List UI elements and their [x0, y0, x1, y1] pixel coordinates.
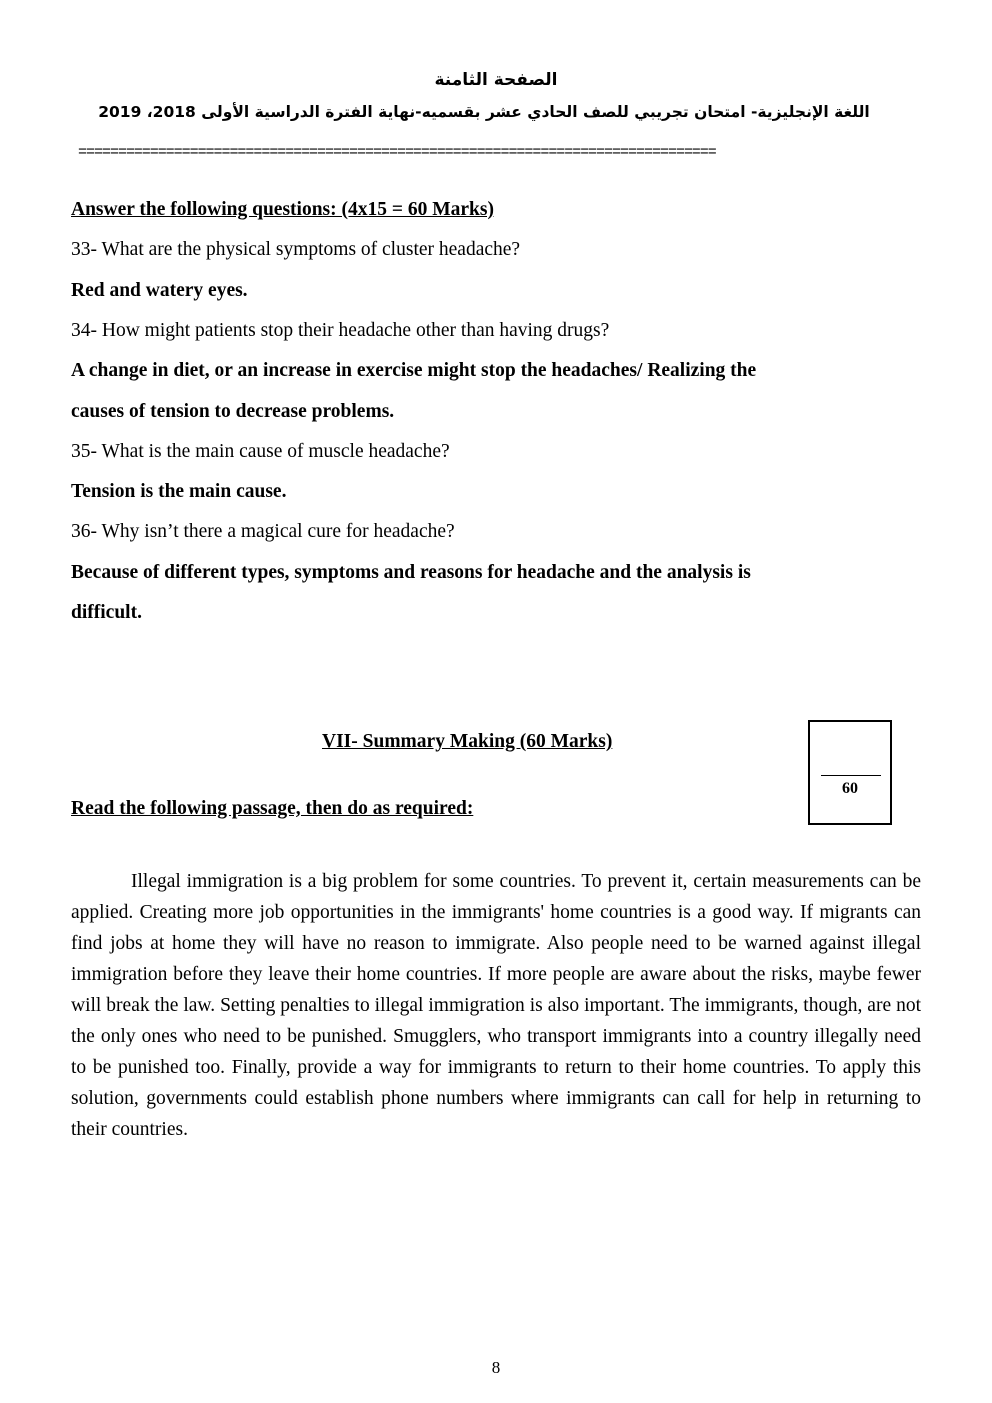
page-label-arabic: الصفحة الثامنة [434, 70, 558, 90]
answer-35: Tension is the main cause. [71, 481, 287, 502]
question-36: 36- Why isn’t there a magical cure for headache? [71, 521, 455, 542]
summary-passage: Illegal immigration is a big problem for some countries. To prevent it, certain measurements can be applied. Creating more job opportunities in the immigrants' home countries is a good way. If migrants can find jobs at home they will have no reason to immigrate. Also people need to be warned against illegal immigration before they leave their home countries. If more people are aware about the risks, maybe fewer will break the law. Setting penalties to illegal immigration is also important. The immigrants, though, are not the only ones who need to be punished. Smugglers, who transport immigrants into a country illegally need to be punished too. Finally, provide a way for immigrants to return to their home countries. To apply this solution, governments could establish phone numbers where immigrants can call for help in returning to their countries. [71, 871, 921, 1140]
answer-33: Red and watery eyes. [71, 280, 248, 301]
header-divider: ================================================================================ [78, 144, 716, 161]
answer-36-line-2: difficult. [71, 602, 142, 623]
answer-34-line-1: A change in diet, or an increase in exercise might stop the headaches/ Realizing the [71, 360, 757, 381]
questions-instruction: Answer the following questions: (4x15 = 60 Marks) [71, 199, 494, 220]
exam-title-arabic: اللغة الإنجليزية- امتحان تجريبي للصف الحادي عشر بقسميه-نهاية الفترة الدراسية الأولى 2018، 2019 [98, 103, 870, 121]
marks-box-rule [821, 775, 881, 776]
question-34: 34- How might patients stop their headache other than having drugs? [71, 320, 610, 341]
question-35: 35- What is the main cause of muscle headache? [71, 441, 450, 462]
question-33: 33- What are the physical symptoms of cluster headache? [71, 239, 521, 260]
summary-instruction: Read the following passage, then do as required: [71, 798, 474, 819]
marks-box-value: 60 [842, 780, 858, 797]
answer-34-line-2: causes of tension to decrease problems. [71, 401, 395, 422]
summary-section-title: VII- Summary Making (60 Marks) [322, 731, 613, 752]
marks-box [808, 720, 892, 825]
page-number: 8 [491, 1358, 501, 1377]
answer-36-line-1: Because of different types, symptoms and reasons for headache and the analysis is [71, 562, 751, 583]
